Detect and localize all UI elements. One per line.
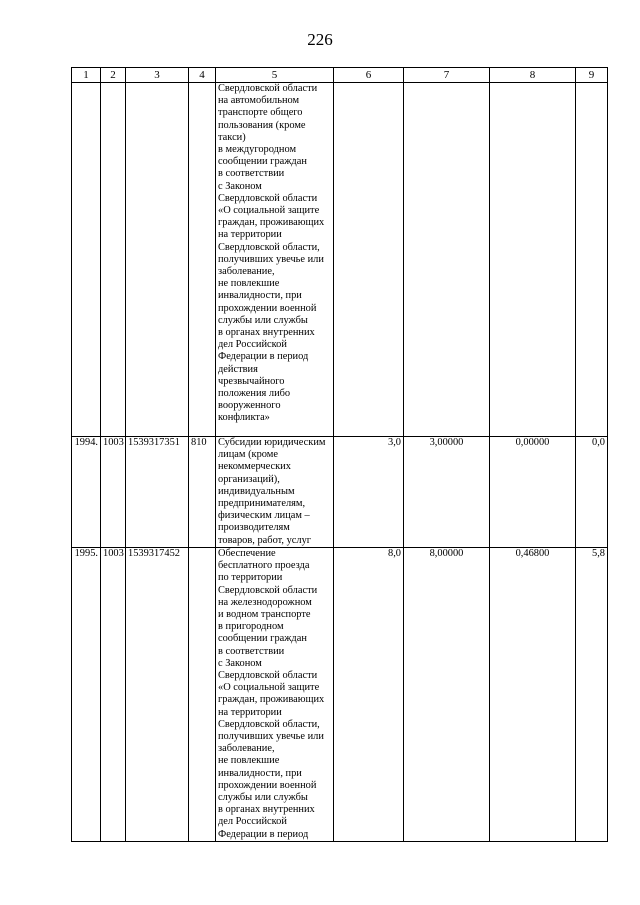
page-number: 226: [307, 30, 333, 49]
table-row: [72, 437, 608, 548]
table-header-row: [72, 68, 608, 83]
section-code: 1003: [101, 548, 126, 842]
section-code: 1003: [101, 437, 126, 548]
row-description: Свердловской области на автомобильном транспорте общего пользования (кроме такси) в междугородном сообщении граждан в соответствии с Законом Свердловской области «О социальной защите граждан, проживающих на территории Свердловской области, получивших увечье или заболевание, не повлекшие инвалидности, при прохождении военной службы или службы в органах внутренних дел Российской Федерации в период действия чрезвычайного положения либо вооруженного конфликта»: [216, 83, 334, 437]
expense-type: [189, 83, 216, 437]
table-row: [72, 83, 608, 437]
header-cell: 6: [334, 68, 404, 83]
target-code: 1539317452: [126, 548, 189, 842]
header-cell: 4: [189, 68, 216, 83]
target-code: [126, 83, 189, 437]
row-description: Обеспечение бесплатного проезда по территории Свердловской области на железнодорожном и водном транспорте в пригородном сообщении граждан в соответствии с Законом Свердловской области «О социальной защите граждан, проживающих на территории Свердловской области, получивших увечье или заболевание, не повлекшие инвалидности, при прохождении военной службы или службы в органах внутренних дел Российской Федерации в период: [216, 548, 334, 842]
row-number: 1995.: [72, 548, 101, 842]
value-col7: 3,00000: [404, 437, 490, 548]
row-number: [72, 83, 101, 437]
value-col8: 0,46800: [490, 548, 576, 842]
value-col7: [404, 83, 490, 437]
header-cell: 3: [126, 68, 189, 83]
table-row: [72, 548, 608, 842]
row-number: 1994.: [72, 437, 101, 548]
header-cell: 2: [101, 68, 126, 83]
value-col6: 3,0: [334, 437, 404, 548]
value-col7: 8,00000: [404, 548, 490, 842]
expense-type: 810: [189, 437, 216, 548]
header-cell: 8: [490, 68, 576, 83]
value-col8: 0,00000: [490, 437, 576, 548]
value-col9: 0,0: [576, 437, 608, 548]
header-cell: 9: [576, 68, 608, 83]
budget-table: [71, 67, 608, 842]
expense-type: [189, 548, 216, 842]
row-description: Субсидии юридическим лицам (кроме некоммерческих организаций), индивидуальным предпринимателям, физическим лицам – производителям товаров, работ, услуг: [216, 437, 334, 548]
value-col6: 8,0: [334, 548, 404, 842]
value-col8: [490, 83, 576, 437]
header-cell: 5: [216, 68, 334, 83]
value-col9: [576, 83, 608, 437]
header-cell: 1: [72, 68, 101, 83]
header-cell: 7: [404, 68, 490, 83]
value-col9: 5,8: [576, 548, 608, 842]
section-code: [101, 83, 126, 437]
target-code: 1539317351: [126, 437, 189, 548]
value-col6: [334, 83, 404, 437]
